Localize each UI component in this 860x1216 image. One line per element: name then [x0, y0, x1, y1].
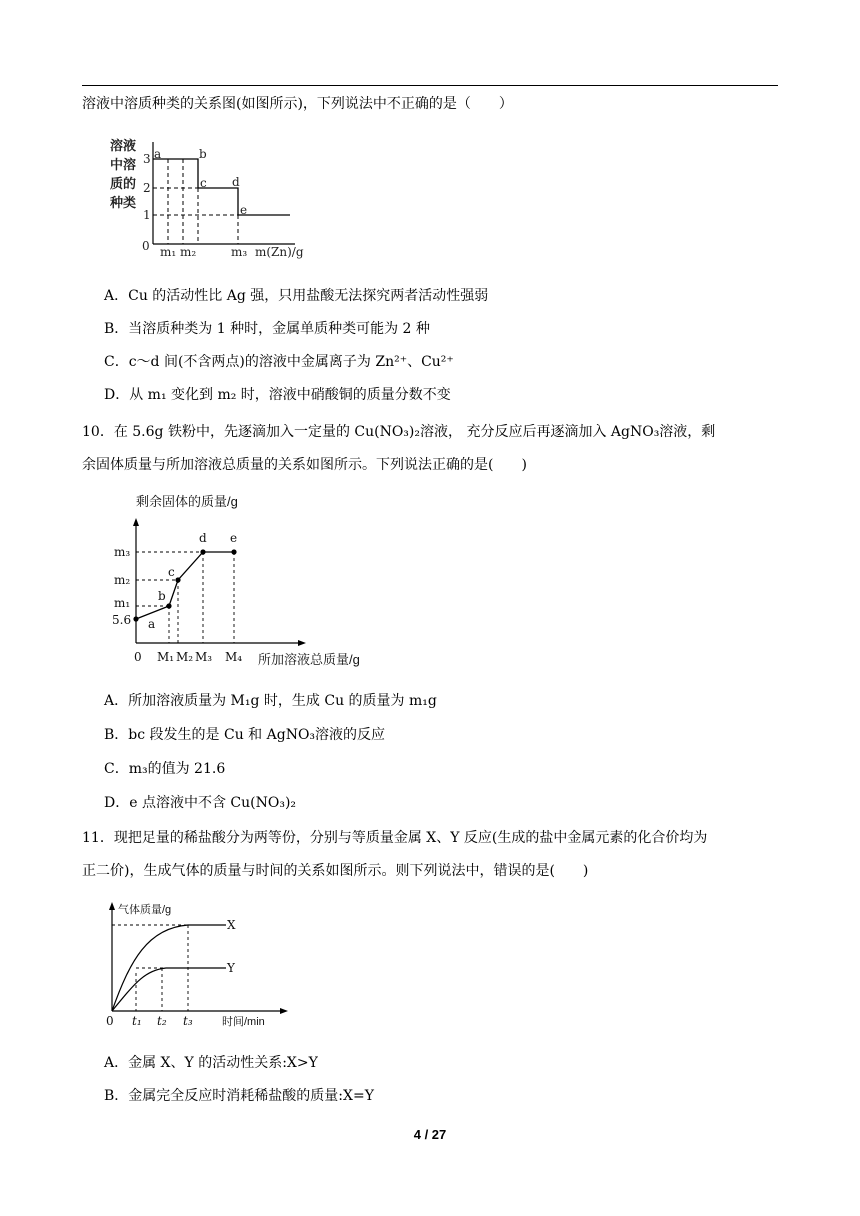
q9-option-b: B．当溶质种类为 1 种时，金属单质种类可能为 2 种 — [104, 321, 430, 337]
q11-option-b: B．金属完全反应时消耗稀盐酸的质量:X=Y — [104, 1088, 374, 1104]
fig2-point-label: d — [199, 531, 207, 545]
fig2-ylabel: 剩余固体的质量/g — [136, 494, 238, 509]
q9-option-c: C．c～d 间(不含两点)的溶液中金属离子为 Zn²⁺、Cu²⁺ — [104, 354, 454, 370]
fig2-xlabel: 所加溶液总质量/g — [258, 652, 360, 667]
fig2-point-label: c — [168, 565, 175, 579]
fig3-xtick: t₂ — [157, 1014, 167, 1028]
q9-intro: 溶液中溶质种类的关系图(如图所示)，下列说法中不正确的是（ ） — [82, 96, 513, 112]
fig1-xtick: m₂ — [180, 245, 197, 259]
figure-gas-mass — [100, 898, 340, 1030]
fig2-xtick: M₃ — [195, 650, 213, 664]
header-rule — [82, 85, 778, 86]
fig3-ylabel: 气体质量/g — [118, 904, 172, 916]
fig2-xtick: M₂ — [176, 650, 194, 664]
fig1-ylabel-line: 溶液 — [110, 139, 137, 154]
q10-option-c: C．m₃的值为 21.6 — [104, 761, 226, 777]
page-number: 4 / 27 — [413, 1127, 447, 1142]
fig1-point-label: e — [240, 203, 248, 217]
fig3-origin: 0 — [106, 1014, 114, 1028]
q10-line1: 10．在 5.6g 铁粉中，先逐滴加入一定量的 Cu(NO₃)₂溶液， 充分反应后再逐滴加入 AgNO₃溶液，剩 — [82, 424, 716, 440]
q11-line1: 11．现把足量的稀盐酸分为两等份，分别与等质量金属 X、Y 反应(生成的盐中金属元素的化合价均为 — [82, 830, 708, 846]
fig1-ylabel-line: 中溶 — [110, 158, 137, 173]
q11-option-a: A．金属 X、Y 的活动性关系:X>Y — [104, 1055, 318, 1071]
fig1-ytick: 2 — [143, 181, 151, 195]
fig1-point-label: c — [200, 176, 207, 190]
fig2-ytick: m₃ — [114, 545, 131, 559]
fig1-ylabel-line: 种类 — [110, 196, 137, 211]
fig3-xlabel: 时间/min — [222, 1016, 265, 1028]
q10-option-b: B．bc 段发生的是 Cu 和 AgNO₃溶液的反应 — [104, 727, 386, 743]
fig1-origin: 0 — [142, 239, 150, 253]
fig1-ytick: 3 — [143, 152, 151, 166]
q10-option-a: A．所加溶液质量为 M₁g 时，生成 Cu 的质量为 m₁g — [104, 693, 437, 709]
fig1-point-label: b — [199, 147, 207, 161]
fig1-ytick: 1 — [143, 208, 151, 222]
fig2-point-label: b — [158, 589, 166, 603]
fig1-point-label: d — [232, 175, 240, 189]
q9-option-d: D．从 m₁ 变化到 m₂ 时，溶液中硝酸铜的质量分数不变 — [104, 387, 451, 403]
figure-solute-types — [100, 134, 330, 262]
q10-option-d: D．e 点溶液中不含 Cu(NO₃)₂ — [104, 795, 297, 811]
fig1-point-label: a — [154, 147, 162, 161]
fig2-xtick: M₄ — [225, 650, 243, 664]
fig3-series-label-x: X — [227, 918, 236, 932]
fig1-xtick: m₃ — [231, 245, 248, 259]
figure-remaining-solid — [110, 488, 390, 673]
q9-option-a: A．Cu 的活动性比 Ag 强，只用盐酸无法探究两者活动性强弱 — [104, 288, 489, 304]
fig2-point-label: a — [148, 617, 156, 631]
fig2-ytick: m₂ — [114, 573, 131, 587]
fig2-ytick: m₁ — [114, 596, 131, 610]
fig2-point-label: e — [230, 531, 238, 545]
fig2-ytick: 5.6 — [112, 613, 132, 627]
q11-line2: 正二价)，生成气体的质量与时间的关系如图所示。则下列说法中，错误的是( ) — [82, 863, 589, 879]
fig1-xtick: m₁ — [160, 245, 177, 259]
fig3-xtick: t₃ — [183, 1014, 193, 1028]
q10-line2: 余固体质量与所加溶液总质量的关系如图所示。下列说法正确的是( ) — [82, 457, 527, 473]
fig2-xtick: M₁ — [157, 650, 175, 664]
fig2-origin: 0 — [134, 650, 142, 664]
fig3-xtick: t₁ — [132, 1014, 142, 1028]
fig1-ylabel-line: 质的 — [110, 177, 137, 192]
fig1-xlabel: m(Zn)/g — [255, 245, 304, 259]
fig3-series-label-y: Y — [227, 961, 235, 975]
